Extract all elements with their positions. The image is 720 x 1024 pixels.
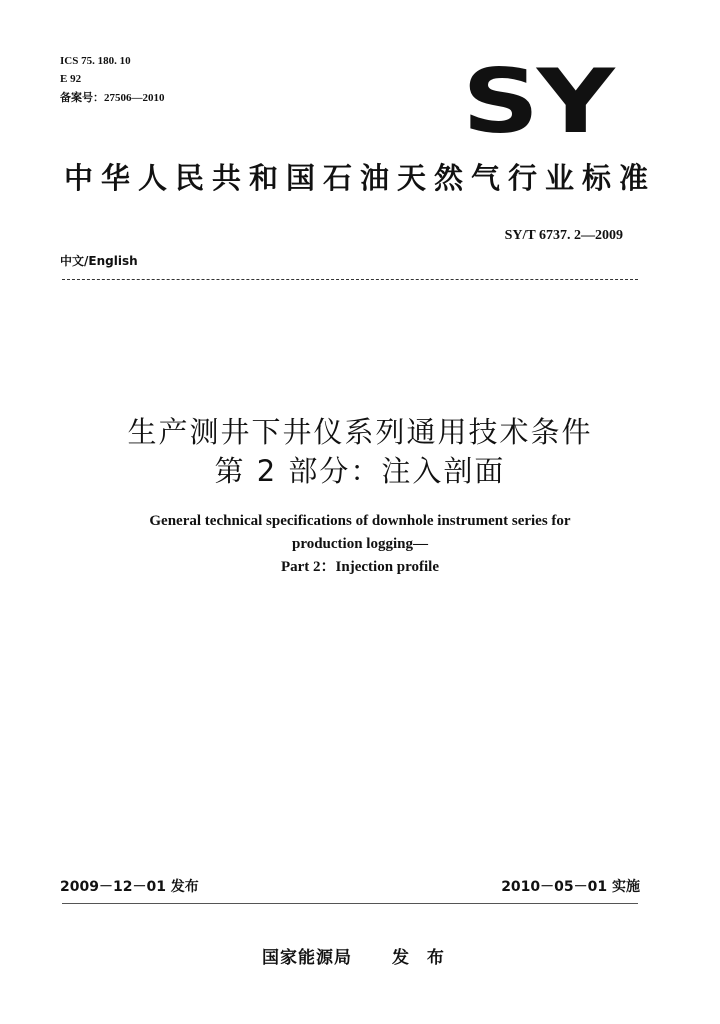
cn-title-line2: 第 2 部分：注入剖面: [214, 454, 506, 488]
en-title-line1: General technical specifications of downhole instrument series for: [149, 513, 571, 529]
en-title-line3: Part 2：Injection profile: [280, 559, 440, 575]
sy-logo: SY: [462, 50, 613, 153]
standard-type-title: 中华人民共和国石油天然气行业标准: [63, 161, 656, 195]
standard-code: SY/T 6737. 2—2009: [504, 228, 623, 243]
issue-date: 2009－12－01 发布: [60, 879, 199, 895]
ics-number: ICS 75. 180. 10: [60, 55, 131, 67]
issue-label: 发 布: [392, 948, 450, 968]
effective-date: 2010－05－01 实施: [501, 879, 640, 895]
cn-title-line1: 生产测井下井仪系列通用技术条件: [127, 415, 593, 449]
bottom-divider: [62, 903, 638, 904]
category-code: E 92: [60, 73, 82, 85]
language-label: 中文/English: [60, 254, 138, 268]
top-divider: [62, 279, 638, 280]
en-title-line2: production logging—: [291, 536, 428, 552]
record-number: 备案号：27506—2010: [60, 92, 165, 104]
issuing-authority: 国家能源局: [262, 948, 352, 968]
